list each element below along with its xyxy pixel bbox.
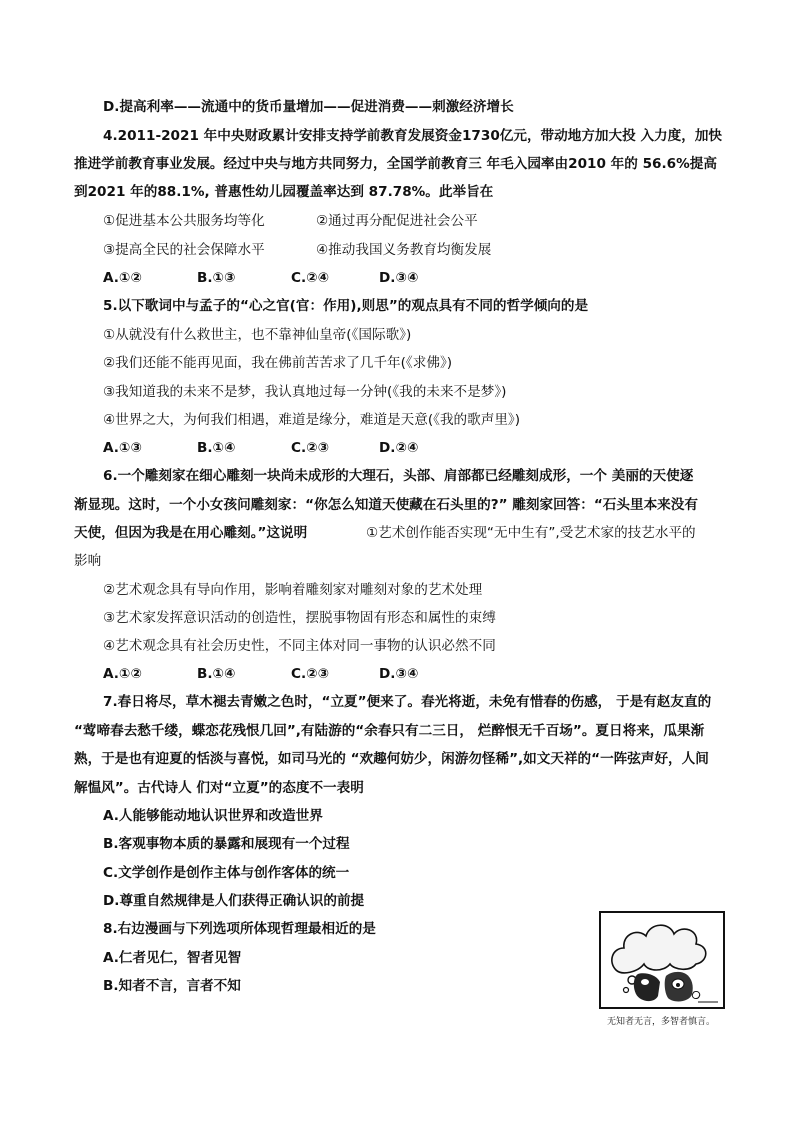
q4-option-d: D.③④ [379,270,419,286]
q6-option-b: B.①④ [197,666,236,682]
q6-stem-line-3: 天使，但因为我是在用心雕刻。”这说明 [74,525,308,541]
cartoon-caption: 无知者无言，多智者慎言。 [606,1017,715,1027]
q6-statement-1: ①艺术创作能否实现“无中生有”,受艺术家的技艺水平的 [366,525,696,541]
q4-statement-4: ④推动我国义务教育均衡发展 [316,242,492,258]
q5-option-a: A.①③ [103,440,142,456]
q6-statement-2: ②艺术观念具有导向作用，影响着雕刻家对雕刻对象的艺术处理 [103,582,483,598]
q5-option-d: D.②④ [379,440,419,456]
q5-stem: 5.以下歌词中与孟子的“心之官(官：作用),则思”的观点具有不同的哲学倾向的是 [103,298,589,314]
q6-option-a: A.①② [103,666,142,682]
q4-stem-line-2: 推进学前教育事业发展。经过中央与地方共同努力，全国学前教育三 年毛入园率由2010 年的 56.6%提高 [74,156,717,172]
q7-option-b: B.客观事物本质的暴露和展现有一个过程 [103,836,350,852]
q6-option-d: D.③④ [379,666,419,682]
q7-option-a: A.人能够能动地认识世界和改造世界 [103,808,323,824]
q5-option-c: C.②③ [291,440,330,456]
q6-stem-line-2: 渐显现。这时，一个小女孩问雕刻家：“你怎么知道天使藏在石头里的?” 雕刻家回答：“石头里本来没有 [74,497,698,513]
q4-option-b: B.①③ [197,270,236,286]
q7-stem-line-2: “莺啼春去愁千缕，蝶恋花残恨几回”,有陆游的“余春只有二三日， 烂醉恨无千百场”。夏日将来，瓜果渐 [74,723,705,739]
cartoon-illustration [598,910,726,1010]
q4-stem-line-3: 到2021 年的88.1%, 普惠性幼儿园覆盖率达到 87.78%。此举旨在 [74,184,494,200]
q4-option-c: C.②④ [291,270,330,286]
q4-statement-2: ②通过再分配促进社会公平 [316,213,478,229]
q4-statement-3: ③提高全民的社会保障水平 [103,242,265,258]
q4-answer-options [103,268,418,288]
q4-stem-line-1: 4.2011-2021 年中央财政累计安排支持学前教育发展资金1730亿元，带动地方加大投 入力度，加快 [103,128,723,144]
q7-option-c: C.文学创作是创作主体与创作客体的统一 [103,865,350,881]
q4-statement-1: ①促进基本公共服务均等化 [103,213,265,229]
q6-stem-line-1: 6.一个雕刻家在细心雕刻一块尚未成形的大理石，头部、肩部都已经雕刻成形，一个 美丽的天使逐 [103,468,694,484]
q8-option-b: B.知者不言，言者不知 [103,978,241,994]
q5-statement-1: ①从就没有什么救世主，也不靠神仙皇帝(《国际歌》) [103,327,412,343]
q7-stem-line-4: 解愠风”。古代诗人 们对“立夏”的态度不一表明 [74,780,364,796]
q5-statement-2: ②我们还能不能再见面，我在佛前苦苦求了几千年(《求佛》) [103,355,453,371]
q6-statement-4: ④艺术观念具有社会历史性，不同主体对同一事物的认识必然不同 [103,638,496,654]
q5-statement-3: ③我知道我的未来不是梦，我认真地过每一分钟(《我的未来不是梦》) [103,384,507,400]
q3-option-d: D.提高利率——流通中的货币量增加——促进消费——刺激经济增长 [103,99,514,115]
q5-option-b: B.①④ [197,440,236,456]
q8-option-a: A.仁者见仁，智者见智 [103,950,242,966]
q5-statement-4: ④世界之大，为何我们相遇，难道是缘分，难道是天意(《我的歌声里》) [103,412,521,428]
q7-stem-line-1: 7.春日将尽，草木褪去青嫩之色时，“立夏”便来了。春光将逝，未免有惜春的伤感， 于是有赵友直的 [103,694,712,710]
q6-option-c: C.②③ [291,666,330,682]
q6-answer-options [103,664,418,684]
q7-stem-line-3: 熟，于是也有迎夏的恬淡与喜悦，如司马光的 “欢趣何妨少，闲游勿怪稀”,如文天祥的“一阵弦声好，人间 [74,751,709,767]
q6-statement-1-cont: 影响 [74,553,102,569]
q7-option-d: D.尊重自然规律是人们获得正确认识的前提 [103,893,365,909]
q6-statement-3: ③艺术家发挥意识活动的创造性，摆脱事物固有形态和属性的束缚 [103,610,496,626]
q5-answer-options [103,438,418,458]
q4-option-a: A.①② [103,270,142,286]
q8-stem: 8.右边漫画与下列选项所体现哲理最相近的是 [103,921,376,937]
